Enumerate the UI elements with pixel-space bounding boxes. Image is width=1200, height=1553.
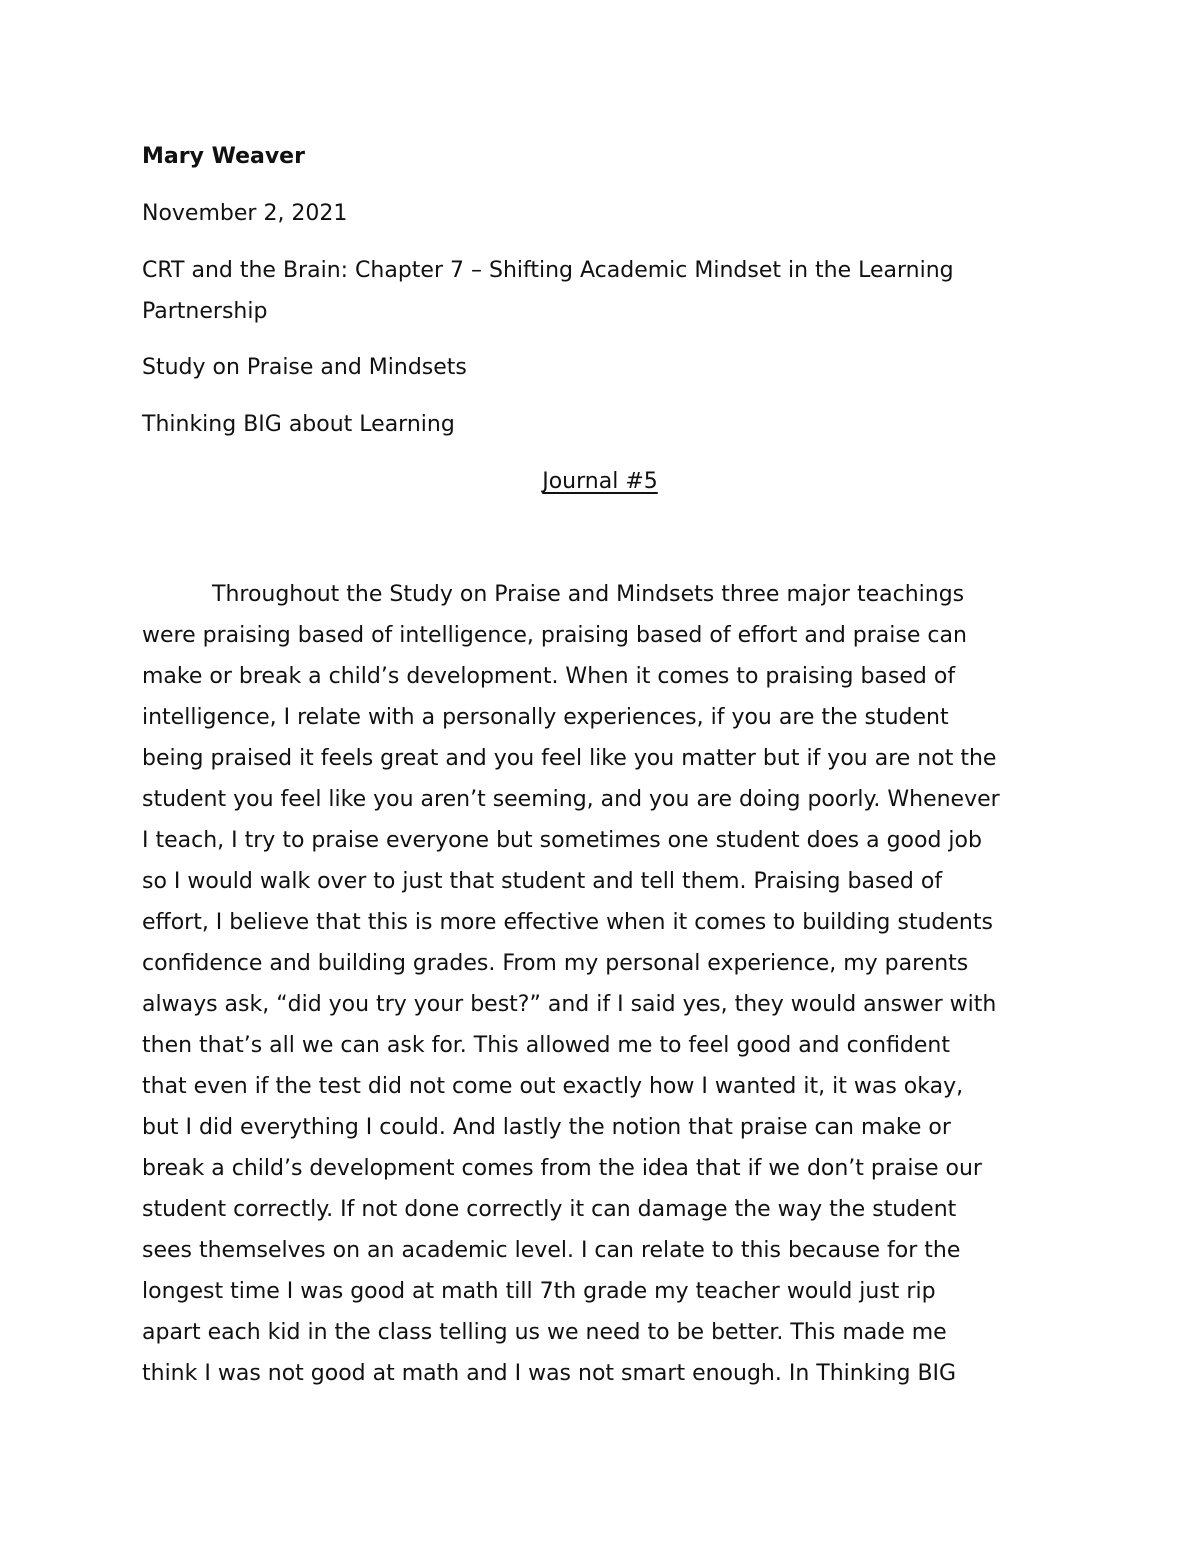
body-line: were praising based of intelligence, praising based of effort and praise can [142,623,967,648]
document-date: November 2, 2021 [142,201,348,226]
body-line: always ask, “did you try your best?” and if I said yes, they would answer with [142,992,997,1017]
body-line: but I did everything I could. And lastly the notion that praise can make or [142,1115,951,1140]
body-line: longest time I was good at math till 7th grade my teacher would just rip [142,1279,936,1304]
body-paragraph [142,574,1082,1394]
body-line: think I was not good at math and I was not smart enough. In Thinking BIG [142,1361,957,1386]
course-title: CRT and the Brain: Chapter 7 – Shifting Academic Mindset in the Learning Partnership [142,258,954,324]
body-line: sees themselves on an academic level. I can relate to this because for the [142,1238,961,1263]
body-line: being praised it feels great and you feel like you matter but if you are not the [142,746,997,771]
body-line: apart each kid in the class telling us we need to be better. This made me [142,1320,947,1345]
body-line: effort, I believe that this is more effective when it comes to building students [142,910,993,935]
body-line: break a child’s development comes from the idea that if we don’t praise our [142,1156,982,1181]
body-line: I teach, I try to praise everyone but sometimes one student does a good job [142,828,982,853]
journal-title-text: Journal #5 [542,469,658,494]
author-name: Mary Weaver [142,144,305,169]
body-line: intelligence, I relate with a personally experiences, if you are the student [142,705,949,730]
body-line: make or break a child’s development. When it comes to praising based of [142,664,956,689]
body-line: then that’s all we can ask for. This allowed me to feel good and confident [142,1033,951,1058]
body-line: Throughout the Study on Praise and Mindsets three major teachings [212,582,965,607]
body-line: student correctly. If not done correctly it can damage the way the student [142,1197,957,1222]
body-line: so I would walk over to just that student and tell them. Praising based of [142,869,943,894]
reading-title-1: Study on Praise and Mindsets [142,355,467,380]
body-line: that even if the test did not come out exactly how I wanted it, it was okay, [142,1074,964,1099]
reading-title-2: Thinking BIG about Learning [142,412,455,437]
body-line: confidence and building grades. From my personal experience, my parents [142,951,969,976]
body-line: student you feel like you aren’t seeming, and you are doing poorly. Whenever [142,787,1000,812]
journal-title [0,461,1200,502]
